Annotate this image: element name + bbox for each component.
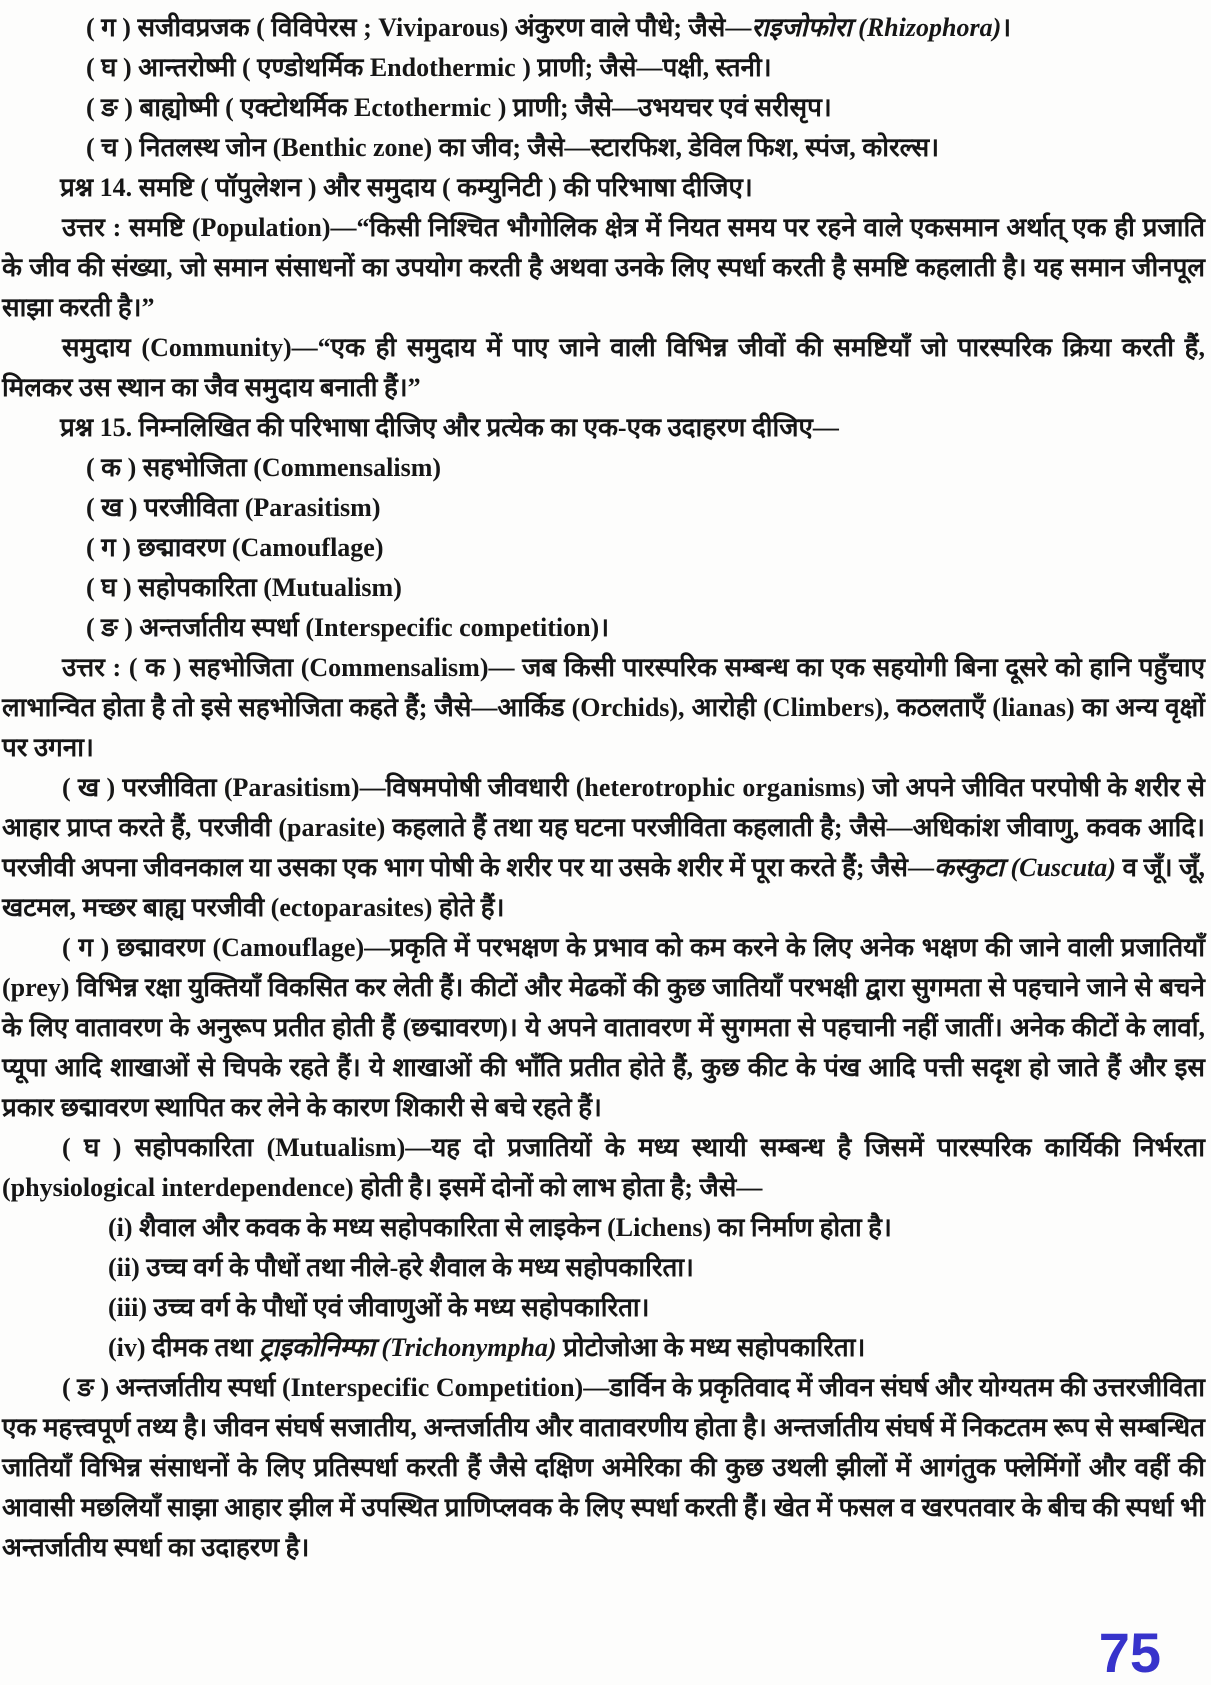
species-name-italic: राइजोफोरा (Rhizophora) (751, 13, 1002, 42)
list-item: ( ग ) छद्मावरण (Camouflage) (86, 533, 384, 562)
sub-item-text: प्रोटोजोआ के मध्य सहोपकारिता। (556, 1333, 866, 1362)
page-number: 75 (1098, 1621, 1161, 1684)
answer-paragraph: उत्तर : समष्टि (Population)—“किसी निश्चित भौगोलिक क्षेत्र में नियत समय पर रहने वाले एकसमान अर्थात् एक ही प्रजाति के जीव की संख्या, जो समान संसाधनों का उपयोग करती है अथवा उनके लिए स्पर्धा करती है समष्टि कहलाती है। यह समान जीनपूल साझा करती है।” (2, 213, 1206, 322)
sub-item-text: (iv) दीमक तथा (108, 1333, 260, 1362)
sub-list-item: (ii) उच्च वर्ग के पौधों तथा नीले-हरे शैवाल के मध्य सहोपकारिता। (108, 1253, 694, 1282)
question-heading: प्रश्न 14. समष्टि ( पॉपुलेशन ) और समुदाय ( कम्युनिटी ) की परिभाषा दीजिए। (60, 173, 753, 202)
list-item: ( ख ) परजीविता (Parasitism) (86, 493, 381, 522)
list-item: ( क ) सहभोजिता (Commensalism) (86, 453, 442, 482)
answer-paragraph: समुदाय (Community)—“एक ही समुदाय में पाए जाने वाली विभिन्न जीवों की समष्टियाँ जो पारस्परिक क्रिया करती हैं, मिलकर उस स्थान का जैव समुदाय बनाती हैं।” (2, 333, 1205, 402)
list-item (2, 8, 1205, 48)
list-item: ( च ) नितलस्थ जोन (Benthic zone) का जीव; जैसे—स्टारफिश, डेविल फिश, स्पंज, कोरल्स। (86, 133, 940, 162)
answer-paragraph: ( ङ ) अन्तर्जातीय स्पर्धा (Interspecific Competition)—डार्विन के प्रकृतिवाद में जीवन संघर्ष और योग्यतम की उत्तरजीविता एक महत्त्वपूर्ण तथ्य है। जीवन संघर्ष सजातीय, अन्तर्जातीय और वातावरणीय होता है। अन्तर्जातीय संघर्ष में निकटतम रूप से सम्बन्धित जातियाँ विभिन्न संसाधनों के लिए प्रतिस्पर्धा करती हैं जैसे दक्षिण अमेरिका की कुछ उथली झीलों में आगंतुक फ्लेमिंगों और वहीं की आवासी मछलियाँ साझा आहार झील में उपस्थित प्राणिप्लवक के लिए स्पर्धा करती हैं। खेत में फसल व खरपतवार के बीच की स्पर्धा भी अन्तर्जातीय स्पर्धा का उदाहरण है। (2, 1373, 1205, 1562)
sub-list-item: (iii) उच्च वर्ग के पौधों एवं जीवाणुओं के मध्य सहोपकारिता। (108, 1293, 650, 1322)
answer-paragraph (2, 768, 1205, 928)
species-name-italic: कस्कुटा (Cuscuta) (934, 853, 1116, 882)
answer-paragraph: उत्तर : ( क ) सहभोजिता (Commensalism)— जब किसी पारस्परिक सम्बन्ध का एक सहयोगी बिना दूसरे को हानि पहुँचाए लाभान्वित होता है तो इसे सहभोजिता कहते हैं; जैसे—आर्किड (Orchids), आरोही (Climbers), कठलताएँ (lianas) का अन्य वृक्षों पर उगना। (2, 653, 1205, 762)
question-heading: प्रश्न 15. निम्नलिखित की परिभाषा दीजिए और प्रत्येक का एक-एक उदाहरण दीजिए— (60, 413, 839, 442)
list-item: ( घ ) सहोपकारिता (Mutualism) (86, 573, 402, 602)
list-item-text: ( ग ) सजीवप्रजक ( विविपेरस ; Viviparous) अंकुरण वाले पौधे; जैसे— (86, 13, 752, 42)
answer-text: व जूँ। जूँ, खटमल, मच्छर बाह्य परजीवी (ectoparasites) होते हैं। (2, 853, 1205, 922)
list-item: ( घ ) आन्तरोष्मी ( एण्डोथर्मिक Endothermic ) प्राणी; जैसे—पक्षी, स्तनी। (86, 53, 772, 82)
list-item: ( ङ ) अन्तर्जातीय स्पर्धा (Interspecific competition)। (86, 613, 610, 642)
answer-paragraph: ( घ ) सहोपकारिता (Mutualism)—यह दो प्रजातियों के मध्य स्थायी सम्बन्ध है जिसमें पारस्परिक कार्यिकी निर्भरता (physiological interdependence) होती है। इसमें दोनों को लाभ होता है; जैसे— (2, 1133, 1205, 1202)
sub-list-item: (i) शैवाल और कवक के मध्य सहोपकारिता से लाइकेन (Lichens) का निर्माण होता है। (108, 1213, 892, 1242)
species-name-italic: ट्राइकोनिम्फा (Trichonympha) (259, 1333, 557, 1362)
answer-paragraph: ( ग ) छद्मावरण (Camouflage)—प्रकृति में परभक्षण के प्रभाव को कम करने के लिए अनेक भक्षण की जाने वाली प्रजातियाँ (prey) विभिन्न रक्षा युक्तियाँ विकसित कर लेती हैं। कीटों और मेढकों की कुछ जातियाँ परभक्षी द्वारा सुगमता से पहचाने जाने से बचने के लिए वातावरण के अनुरूप प्रतीत होती हैं (छद्मावरण)। ये अपने वातावरण में सुगमता से पहचानी नहीं जातीं। अनेक कीटों के लार्वा, प्यूपा आदि शाखाओं से चिपके रहते हैं। ये शाखाओं की भाँति प्रतीत होते हैं, कुछ कीट के पंख आदि पत्ती सदृश हो जाते हैं और इस प्रकार छद्मावरण स्थापित कर लेने के कारण शिकारी से बचे रहते हैं। (2, 933, 1205, 1122)
sub-list-item (2, 1328, 1205, 1368)
list-item-text: । (1001, 13, 1012, 42)
answer-text: ( ख ) परजीविता (Parasitism)—विषमपोषी जीवधारी (heterotrophic organisms) जो अपने जीवित परपोषी के शरीर से आहार प्राप्त करते हैं, परजीवी (parasite) कहलाते हैं तथा यह घटना परजीविता कहलाती है; जैसे—अधिकांश जीवाणु, कवक आदि। परजीवी अपना जीवनकाल या उसका एक भाग पोषी के शरीर पर या उसके शरीर में पूरा करते हैं; जैसे— (2, 773, 1205, 882)
list-item: ( ङ ) बाह्योष्मी ( एक्टोथर्मिक Ectothermic ) प्राणी; जैसे—उभयचर एवं सरीसृप। (86, 93, 832, 122)
